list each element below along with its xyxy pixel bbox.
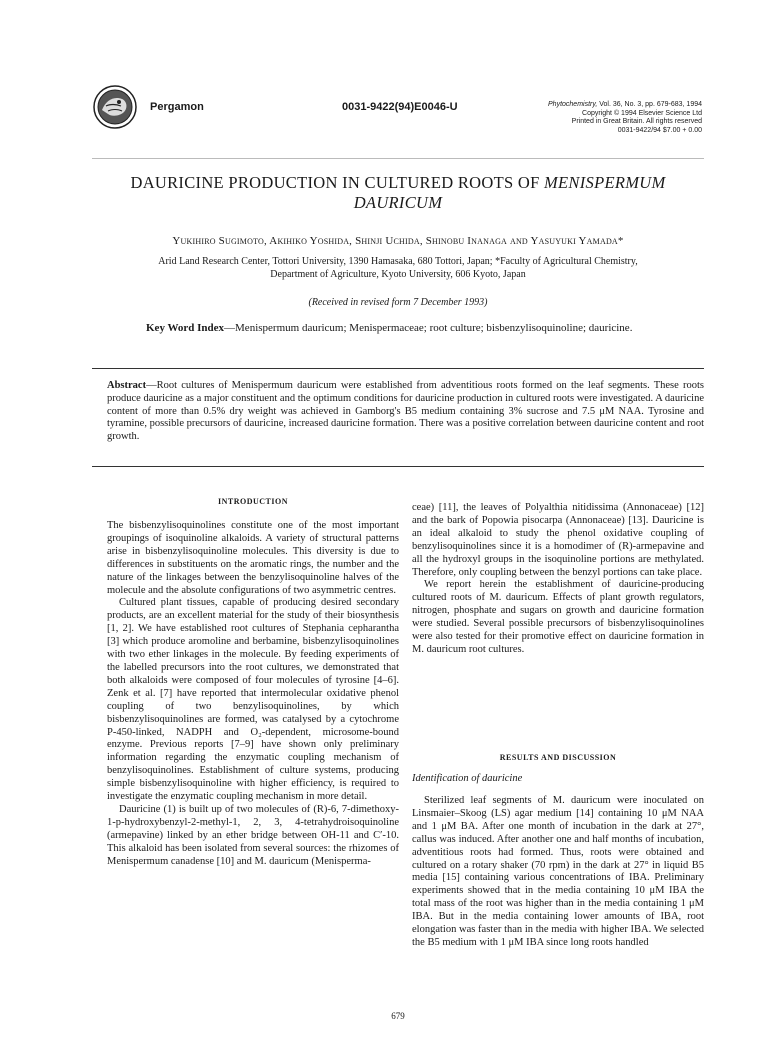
intro-paragraph-1: The bisbenzylisoquinolines constitute one of the most important groupings of isoquinoline alkaloids. A variety of structural patterns arise in bisbenzylisoquinoline molecules. This diversity is due to differences in substituents on the aromatic rings, the number and the nature of the linkages between the benzylisoquinoline halves of the molecule and the absolute configurations of two asymmetric centres. [107,520,399,596]
keywords-label: Key Word Index [146,322,225,334]
title-line-1: DAURICINE PRODUCTION IN CULTURED ROOTS OF [130,173,544,192]
journal-name: Phytochemistry, [548,101,598,108]
price-line: 0031-9422/94 $7.00 + 0.00 [617,126,702,134]
page-header [92,84,702,144]
abstract [107,380,704,444]
title-line-1-italic: MENISPERMUM [544,173,666,192]
abstract-rule-top [92,368,704,369]
affiliation-line-2: Department of Agriculture, Kyoto University, 606 Kyoto, Japan [270,269,526,280]
identification-subheading: Identification of dauricine [412,773,523,784]
abstract-text: —Root cultures of Menispermum dauricum were established from adventitious roots formed on the leaf segments. These roots produce dauricine as a major constituent and the optimum conditions for dauricine production in cultured roots were investigated. A dauricine content of more than 0.5% dry weight was achieved in Gamborg's B5 medium containing 3% sucrose and 7.5 μM NAA. Tyrosine and tyramine, possible precursors of dauricine, increased dauricine formation. There was a positive correlation between dauricine content and root growth. [107,380,704,443]
affiliations [92,255,704,281]
article-doi: 0031-9422(94)E0046-U [342,101,458,113]
printed-line: Printed in Great Britain. All rights reserved [571,118,702,125]
copyright-line: Copyright © 1994 Elsevier Science Ltd [582,109,702,117]
left-column [107,520,399,868]
keyword-index [146,322,686,336]
introduction-heading: INTRODUCTION [217,497,288,506]
affiliation-line-1: Arid Land Research Center, Tottori University, 1390 Hamasaka, 680 Tottori, Japan; *Faculty of Agricultural Chemistry, [158,256,638,267]
right-column-top [412,502,704,657]
article-title [92,173,704,213]
journal-volume: Vol. 36, No. 3, pp. 679-683, 1994 [599,101,702,108]
journal-citation [512,101,702,110]
right-paragraph-2: We report herein the establishment of dauricine-producing cultured roots of M. dauricum. Effects of plant growth regulators, nitrogen, phosphate and sugars on growth and dauricine formation were studied. Several possible precursors of bisbenzylisoquinolines were also tested for their promotive effect on dauricine formation in M. dauricum root cultures. [412,579,704,655]
received-date: (Received in revised form 7 December 1993) [308,297,488,308]
publisher-name: Pergamon [150,101,204,113]
intro-paragraph-2: Cultured plant tissues, capable of producing desired secondary products, are an excellent material for the study of their biosynthesis [1, 2]. We have established root cultures of Stephania cepharantha [3] which produce aromoline and berbamine, bisbenzylisoquinolines with two ether linkages in the molecule. By feeding experiments of the labelled precursors into the root cultures, we demonstrated that both alkaloids were composed of four molecules of tyrosine [4–6]. Zenk et al. [7] have reported that intermolecular oxidative phenol coupling of two benzylisoquinolines, by which bisbenzylisoquinolines are formed, was catalysed by a cytochrome P-450-linked, NADPH and O₂-dependent, microsome-bound enzyme. Previous reports [7–9] have shown only preliminary information regarding the enzymatic coupling mechanism of benzylisoquinolines. Establishment of culture systems, producing simple bisbenzylisoquinoline with higher efficiency, is required to investigate the enzymatic coupling mechanism in more detail. [107,597,399,803]
header-rule [92,158,704,159]
right-paragraph-1: ceae) [11], the leaves of Polyalthia nitidissima (Annonaceae) [12] and the bark of Popowia pisocarpa (Annonaceae) [13]. Dauricine is an ideal alkaloid to study the phenol oxidative coupling of benzylisoquinolines since it is a homodimer of (R)-armepavine and all the hydroxyl groups in the isoquinoline portions are methylated. Therefore, only coupling between the benzyl portions can take place. [412,502,704,578]
right-column-bottom [412,795,704,950]
abstract-rule-bottom [92,466,704,467]
abstract-label: Abstract [107,380,147,391]
results-paragraph-1: Sterilized leaf segments of M. dauricum were inoculated on Linsmaier–Skoog (LS) agar medium [14] containing 10 μM NAA and 1 μM BA. After one month of incubation in the dark at 27°, callus was induced. After another one and half months of incubation, adventitious roots had formed. Thus, roots were obtained and cultured on a rotary shaker (70 rpm) in the dark at 27° in liquid B5 media [15] containing various concentrations of IBA. Preliminary experiments showed that in the media containing 10 μM IBA the total mass of the root was higher than in the media containing 1 μM IBA. But in the media containing lower amounts of IBA, root elongation was faster than in the media with higher IBA. We selected the B5 medium with 1 μM IBA since long roots handled [412,795,704,948]
intro-paragraph-3: Dauricine (1) is built up of two molecules of (R)-6, 7-dimethoxy-1-p-hydroxybenzyl-2-methyl-1, 2, 3, 4-tetrahydroisoquinoline (armepavine) linked by an ether bridge between OH-11 and C′-10. This alkaloid has been isolated from several sources: the rhizomes of Menispermum canadense [10] and M. dauricum (Menisperma- [107,803,399,867]
author-list: Yukihiro Sugimoto, Akihiko Yoshida, Shinji Uchida, Shinobu Inanaga and Yasuyuki Yamada* [172,235,624,247]
journal-info [512,101,702,135]
keywords-text: —Menispermum dauricum; Menispermaceae; root culture; bisbenzylisoquinoline; dauricine. [224,322,633,334]
page-number: 679 [391,1011,405,1021]
results-heading: RESULTS AND DISCUSSION [499,753,617,762]
title-line-2-italic: DAURICUM [353,193,443,212]
publisher-logo-icon [92,84,138,130]
